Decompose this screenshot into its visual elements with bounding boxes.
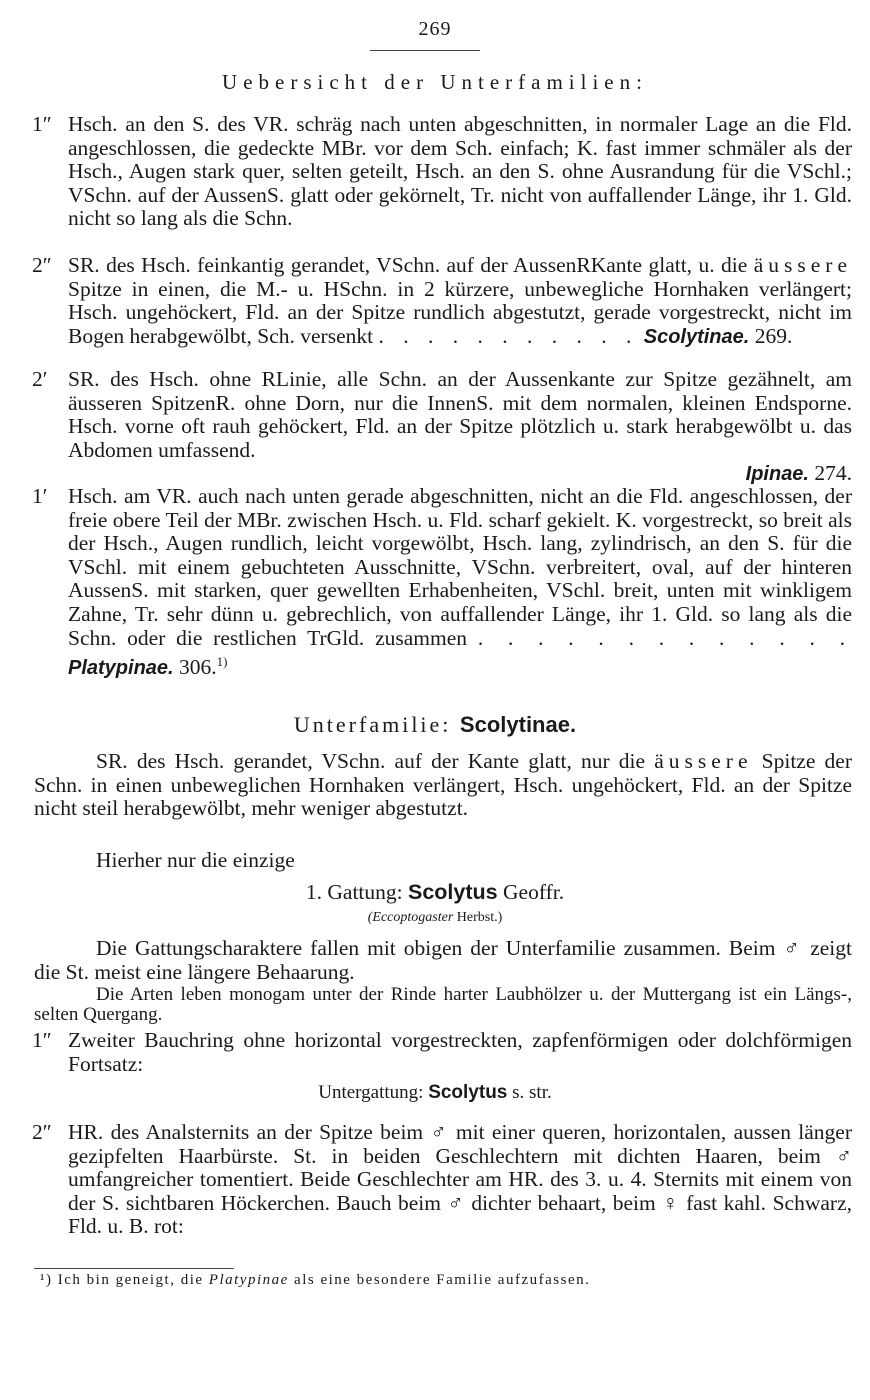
taxon-name: Scolytinae. [643,325,750,348]
key-text: Zweiter Bauchring ohne horizontal vorgestreckten, zapfenförmigen oder dolchförmigen Fortsatz: [68,1028,852,1076]
page-ref: 274. [814,461,852,486]
synonym-author: Herbst.) [453,910,503,925]
key-text: SR. des Hsch. ohne RLinie, alle Schn. an der Aussenkante zur Spitze gezähnelt, am äusseren SpitzenR. ohne Dorn, nur die InnenS. mit dem normalen, kleinen Endsporne. Hsch. vorne oft rauh gehöckert, Fld. an der Spitze plötzlich u. stark herabgewölbt u. das Abdomen umfassend. [68,367,852,462]
footnote-rule [34,1268,234,1269]
subfamily-prefix: Unterfamilie: [293,712,460,737]
subgenus-prefix: Untergattung: [318,1082,429,1103]
page-number: 269 [418,18,452,40]
genus-biology: Die Arten leben monogam unter der Rinde harter Laubhölzer u. der Muttergang ist ein Längs-, selten Quergang. [34,984,852,1025]
key-text: HR. des Analsternits an der Spitze beim ♂ mit einer queren, horizontalen, aussen länger gezipfelten Haarbürste. St. in beiden Geschlechtern mit dichten Haaren, beim ♂ umfangreicher tomentiert. Beide Geschlechter am HR. des 3. u. 4. Sternits mit einem von der S. sichtbaren Höckerchen. Bauch beim ♂ dichter behaart, beim ♀ fast kahl. Schwarz, Fld. u. B. rot: [68,1120,852,1239]
footnote [40,1272,590,1289]
key-label: 1″ [32,1028,52,1052]
page-ref: 269. [754,323,793,348]
genus-prefix: 1. Gattung: [305,880,408,904]
leader-dots: . . . . . . . . . . . . . [477,625,853,650]
genus-author: Geoffr. [497,880,565,904]
genus-name: Scolytus [408,880,498,904]
hierher-line: Hierher nur die einzige [96,848,295,872]
genus-heading [0,880,870,905]
overview-heading: Uebersicht der Unterfamilien: [222,70,648,94]
key-label: 1″ [32,112,52,136]
leader-dots: . . . . . . . . . . . [378,323,639,348]
key-text: SR. des Hsch. feinkantig gerandet, VSchn. auf der AussenRKante glatt, u. die [68,253,754,277]
key-entry-2b [32,367,852,487]
desc-text: Spitze der Schn. in einen unbeweglichen Hornhaken verlängert, Hsch. ungehöckert, Fld. an der Spitze nicht steil herabgewölbt, mehr weniger abgestutzt. [34,749,852,821]
key-label: 2′ [32,367,48,391]
footnote-italic: Platypinae [208,1272,289,1288]
genus-synonym [0,910,870,926]
desc-text: SR. des Hsch. gerandet, VSchn. auf der Kante glatt, nur die [96,749,655,773]
footnote-ref: 1) [216,654,228,670]
key2-entry-2a [32,1120,852,1239]
key-label: 1′ [32,484,48,508]
desc-text-spaced: äussere [654,749,753,773]
key-entry-1b [32,484,853,681]
taxon-name: Platypinae. [68,657,174,680]
key-text: Spitze in einen, die M.- u. HSchn. in 2 kürzere, unbewegliche Hornhaken verlängert; Hsch. ungehöckert, Fld. an der Spitze rundlich abgestutzt, gerade vorgestreckt, nicht im Bogen herabgewölbt, Sch. versenkt [68,276,852,348]
subfamily-name: Scolytinae. [459,712,577,737]
key-text: Hsch. am VR. auch nach unten gerade abgeschnitten, nicht an die Fld. angeschlossen, der freie obere Teil der MBr. zwischen Hsch. u. Fld. scharf gekielt. K. vorgestreckt, so breit als der Hsch., Augen rundlich, leicht vorgewölbt, Hsch. lang, zylindrisch, an den S. für die VSchl. mit einem gebuchteten Ausschnitte, VSchn. verbreitert, oval, auf der hinteren AussenS. mit starken, quer gewellten Erhabenheiten, VSchl. breit, unten mit winkligem Zahne, Tr. sehr dünn u. gebrechlich, von auffallender Länge, ihr 1. Gld. so lang als die Schn. oder die restlichen TrGld. zusammen [68,484,852,650]
key-text-spaced: äussere [753,253,852,277]
key-label: 2″ [32,253,52,277]
subfamily-heading [0,712,870,738]
synonym-name: (Eccoptogaster [367,910,454,925]
footnote-mark: ¹) [40,1272,53,1288]
footnote-text: Ich bin geneigt, die [52,1272,209,1288]
key-entry-2a [32,253,852,349]
page-ref: 306. [178,655,217,680]
subgenus-heading [0,1082,870,1104]
subfamily-description [34,750,852,821]
key-text: Hsch. an den S. des VR. schräg nach unten abgeschnitten, in normaler Lage an die Fld. angeschlossen, die gedeckte MBr. vor dem Sch. einfach; K. fast immer schmäler als der Hsch., Augen stark quer, selten geteilt, Hsch. an den S. ohne Ausrandung für die VSchl.; VSchn. auf der AussenS. glatt oder gekörnelt, Tr. nicht von auffallender Länge, ihr 1. Gld. nicht so lang als die Schn. [68,112,852,231]
footnote-text: als eine besondere Familie aufzufassen. [288,1272,591,1288]
subgenus-suffix: s. str. [507,1082,552,1103]
key2-entry-1a [32,1028,852,1076]
key-entry-1a [32,112,852,231]
taxon-name: Ipinae. [745,463,809,486]
key-label: 2″ [32,1120,52,1144]
genus-description: Die Gattungscharaktere fallen mit obigen der Unterfamilie zusammen. Beim ♂ zeigt die St. meist eine längere Behaarung. [34,936,852,984]
subgenus-name: Scolytus [428,1082,508,1103]
header-rule [370,50,480,51]
